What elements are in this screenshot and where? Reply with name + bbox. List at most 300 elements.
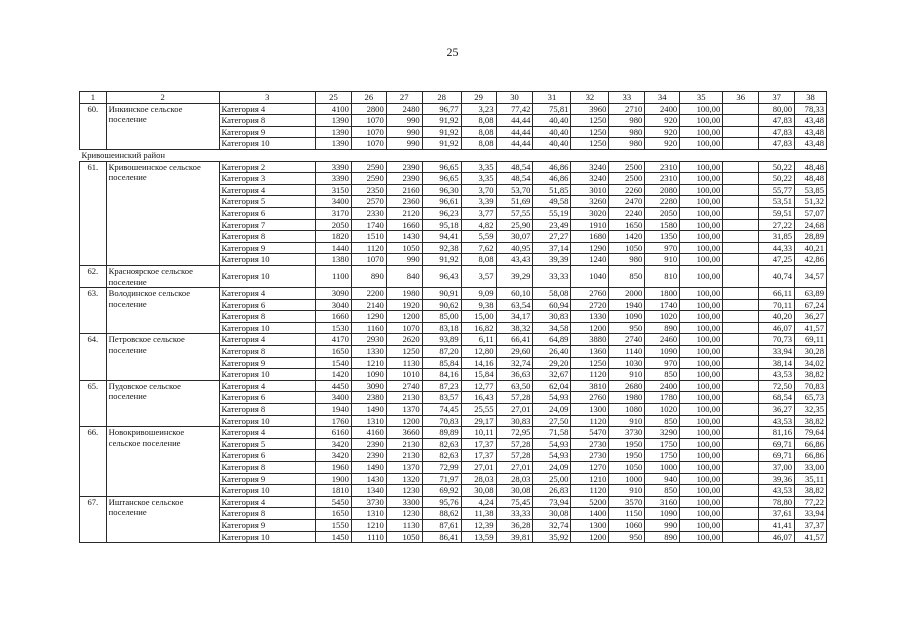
value-cell: 1350: [645, 231, 680, 243]
value-cell: 100,00: [680, 462, 723, 474]
value-cell: 53,51: [759, 196, 795, 208]
value-cell: 34,02: [795, 357, 827, 369]
settlement-name: Пудовское сельское поселение: [106, 380, 219, 426]
value-cell: 24,09: [533, 404, 571, 416]
value-cell: 51,32: [795, 196, 827, 208]
value-cell: 1160: [351, 322, 386, 334]
value-cell: 30,08: [533, 508, 571, 520]
value-cell: 920: [645, 126, 680, 138]
value-cell: 53,85: [795, 184, 827, 196]
value-cell: 30,28: [795, 346, 827, 358]
value-cell: 1580: [645, 219, 680, 231]
value-cell: 29,20: [533, 357, 571, 369]
settlement-name: Новокривошеинское сельское поселение: [106, 427, 219, 497]
value-cell: 1800: [645, 288, 680, 300]
value-cell: 100,00: [680, 254, 723, 266]
value-cell: 2500: [609, 173, 645, 185]
value-cell: [723, 496, 759, 508]
value-cell: 49,58: [533, 196, 571, 208]
value-cell: 100,00: [680, 438, 723, 450]
value-cell: 3400: [315, 392, 351, 404]
value-cell: 34,58: [533, 322, 571, 334]
value-cell: 70,73: [759, 334, 795, 346]
value-cell: 15,84: [461, 369, 496, 381]
value-cell: 29,17: [461, 415, 496, 427]
value-cell: 1110: [351, 531, 386, 543]
value-cell: 82,63: [422, 450, 461, 462]
value-cell: 100,00: [680, 392, 723, 404]
value-cell: 36,28: [496, 519, 533, 531]
table-row: [80, 288, 827, 300]
value-cell: 1380: [315, 254, 351, 266]
value-cell: 57,28: [496, 438, 533, 450]
value-cell: 850: [645, 415, 680, 427]
value-cell: 890: [645, 531, 680, 543]
value-cell: [723, 288, 759, 300]
header-cell: 28: [422, 92, 461, 104]
category-name: Категория 10: [219, 485, 315, 497]
value-cell: 1070: [386, 322, 422, 334]
value-cell: 33,94: [795, 508, 827, 520]
category-name: Категория 5: [219, 438, 315, 450]
value-cell: 1250: [571, 357, 609, 369]
category-name: Категория 8: [219, 462, 315, 474]
value-cell: 2460: [645, 334, 680, 346]
value-cell: 55,77: [759, 184, 795, 196]
value-cell: 3960: [571, 103, 609, 115]
value-cell: 100,00: [680, 415, 723, 427]
value-cell: 51,85: [533, 184, 571, 196]
value-cell: 100,00: [680, 231, 723, 243]
value-cell: 89,89: [422, 427, 461, 439]
value-cell: 47,25: [759, 254, 795, 266]
category-name: Категория 6: [219, 207, 315, 219]
value-cell: 1390: [315, 138, 351, 150]
value-cell: 1020: [645, 311, 680, 323]
value-cell: [723, 438, 759, 450]
value-cell: 91,92: [422, 126, 461, 138]
value-cell: 1200: [571, 531, 609, 543]
value-cell: [723, 173, 759, 185]
value-cell: 55,19: [533, 207, 571, 219]
value-cell: [723, 311, 759, 323]
value-cell: 2400: [645, 103, 680, 115]
value-cell: 3810: [571, 380, 609, 392]
value-cell: 87,23: [422, 380, 461, 392]
value-cell: [723, 184, 759, 196]
category-name: Категория 9: [219, 357, 315, 369]
header-cell: 32: [571, 92, 609, 104]
value-cell: 100,00: [680, 184, 723, 196]
value-cell: 3240: [571, 173, 609, 185]
value-cell: 42,86: [795, 254, 827, 266]
value-cell: 1090: [645, 508, 680, 520]
value-cell: 2720: [571, 299, 609, 311]
value-cell: 1660: [386, 219, 422, 231]
district-name: Кривошеинский район: [80, 149, 827, 161]
value-cell: 1250: [571, 138, 609, 150]
value-cell: 3,70: [461, 184, 496, 196]
value-cell: 24,09: [533, 462, 571, 474]
value-cell: 1200: [386, 415, 422, 427]
value-cell: 62,04: [533, 380, 571, 392]
value-cell: 3040: [315, 299, 351, 311]
value-cell: 72,95: [496, 427, 533, 439]
value-cell: 2130: [386, 392, 422, 404]
value-cell: 27,50: [533, 415, 571, 427]
value-cell: 33,33: [496, 508, 533, 520]
value-cell: 2260: [609, 184, 645, 196]
value-cell: 1070: [351, 126, 386, 138]
value-cell: 87,61: [422, 519, 461, 531]
value-cell: 3880: [571, 334, 609, 346]
value-cell: 1920: [386, 299, 422, 311]
value-cell: 54,93: [533, 450, 571, 462]
category-name: Категория 8: [219, 404, 315, 416]
value-cell: 2680: [609, 380, 645, 392]
value-cell: 1150: [609, 508, 645, 520]
value-cell: 46,07: [759, 531, 795, 543]
value-cell: 2390: [351, 438, 386, 450]
value-cell: 1130: [386, 357, 422, 369]
page-number: 25: [446, 45, 459, 59]
value-cell: 96,23: [422, 207, 461, 219]
category-name: Категория 4: [219, 288, 315, 300]
value-cell: [723, 242, 759, 254]
value-cell: 17,37: [461, 438, 496, 450]
value-cell: 66,41: [496, 334, 533, 346]
value-cell: 96,43: [422, 265, 461, 287]
value-cell: 60,94: [533, 299, 571, 311]
value-cell: 28,89: [795, 231, 827, 243]
value-cell: 30,08: [496, 485, 533, 497]
value-cell: 1650: [315, 346, 351, 358]
value-cell: 2050: [645, 207, 680, 219]
value-cell: 1100: [315, 265, 351, 287]
header-cell: 37: [759, 92, 795, 104]
value-cell: 3,35: [461, 161, 496, 173]
value-cell: 70,83: [795, 380, 827, 392]
value-cell: 47,83: [759, 115, 795, 127]
value-cell: 25,55: [461, 404, 496, 416]
row-number: 60.: [80, 103, 107, 149]
value-cell: 30,83: [533, 311, 571, 323]
value-cell: 1390: [315, 126, 351, 138]
value-cell: 1020: [645, 404, 680, 416]
value-cell: 35,92: [533, 531, 571, 543]
value-cell: 1140: [609, 346, 645, 358]
value-cell: 95,76: [422, 496, 461, 508]
value-cell: 2080: [645, 184, 680, 196]
value-cell: 100,00: [680, 531, 723, 543]
value-cell: 840: [386, 265, 422, 287]
value-cell: 1290: [351, 311, 386, 323]
value-cell: 1510: [351, 231, 386, 243]
value-cell: 1290: [571, 242, 609, 254]
value-cell: 1270: [571, 462, 609, 474]
value-cell: 85,84: [422, 357, 461, 369]
value-cell: 95,18: [422, 219, 461, 231]
value-cell: 950: [609, 322, 645, 334]
value-cell: 1490: [351, 462, 386, 474]
value-cell: 47,83: [759, 126, 795, 138]
value-cell: [723, 462, 759, 474]
value-cell: 1200: [386, 311, 422, 323]
value-cell: 1750: [645, 450, 680, 462]
value-cell: 2590: [351, 161, 386, 173]
value-cell: 2570: [351, 196, 386, 208]
value-cell: 100,00: [680, 126, 723, 138]
value-cell: 1000: [645, 462, 680, 474]
header-cell: 29: [461, 92, 496, 104]
value-cell: 1120: [571, 485, 609, 497]
value-cell: 66,11: [759, 288, 795, 300]
value-cell: 85,00: [422, 311, 461, 323]
value-cell: 8,08: [461, 254, 496, 266]
value-cell: 910: [645, 254, 680, 266]
value-cell: 39,81: [496, 531, 533, 543]
value-cell: 100,00: [680, 427, 723, 439]
value-cell: 100,00: [680, 450, 723, 462]
value-cell: 66,86: [795, 450, 827, 462]
value-cell: 1740: [645, 299, 680, 311]
category-name: Категория 6: [219, 450, 315, 462]
table-row: [80, 161, 827, 173]
value-cell: 3160: [645, 496, 680, 508]
value-cell: 2310: [645, 161, 680, 173]
value-cell: 1040: [571, 265, 609, 287]
value-cell: 41,57: [795, 531, 827, 543]
value-cell: 15,00: [461, 311, 496, 323]
category-name: Категория 8: [219, 311, 315, 323]
value-cell: 1010: [386, 369, 422, 381]
value-cell: 5200: [571, 496, 609, 508]
value-cell: 100,00: [680, 115, 723, 127]
value-cell: 100,00: [680, 346, 723, 358]
value-cell: [723, 219, 759, 231]
value-cell: 6160: [315, 427, 351, 439]
value-cell: 2470: [609, 196, 645, 208]
value-cell: 2760: [571, 392, 609, 404]
value-cell: 2480: [386, 103, 422, 115]
value-cell: 2390: [386, 161, 422, 173]
value-cell: 54,93: [533, 438, 571, 450]
value-cell: 3,57: [461, 265, 496, 287]
value-cell: 1420: [609, 231, 645, 243]
value-cell: 1400: [571, 508, 609, 520]
value-cell: 100,00: [680, 404, 723, 416]
value-cell: 1940: [609, 299, 645, 311]
category-name: Категория 10: [219, 531, 315, 543]
value-cell: 2390: [386, 173, 422, 185]
value-cell: 1250: [571, 115, 609, 127]
value-cell: 1780: [645, 392, 680, 404]
value-cell: 1230: [386, 508, 422, 520]
value-cell: 1660: [315, 311, 351, 323]
value-cell: 34,17: [496, 311, 533, 323]
category-name: Категория 4: [219, 334, 315, 346]
value-cell: 100,00: [680, 219, 723, 231]
value-cell: 83,57: [422, 392, 461, 404]
header-cell: 34: [645, 92, 680, 104]
value-cell: 43,53: [759, 485, 795, 497]
value-cell: 2730: [571, 450, 609, 462]
value-cell: 4100: [315, 103, 351, 115]
value-cell: 2350: [351, 184, 386, 196]
value-cell: 75,45: [496, 496, 533, 508]
value-cell: [723, 508, 759, 520]
value-cell: [723, 161, 759, 173]
value-cell: 980: [609, 138, 645, 150]
value-cell: 2310: [645, 173, 680, 185]
value-cell: 5,59: [461, 231, 496, 243]
value-cell: 3,35: [461, 173, 496, 185]
value-cell: 44,44: [496, 138, 533, 150]
value-cell: 71,97: [422, 473, 461, 485]
category-name: Категория 9: [219, 473, 315, 485]
value-cell: 2050: [315, 219, 351, 231]
value-cell: 100,00: [680, 357, 723, 369]
value-cell: 27,27: [533, 231, 571, 243]
value-cell: 1030: [609, 357, 645, 369]
value-cell: 32,35: [795, 404, 827, 416]
value-cell: 72,99: [422, 462, 461, 474]
value-cell: 17,37: [461, 450, 496, 462]
value-cell: 13,59: [461, 531, 496, 543]
value-cell: 1960: [315, 462, 351, 474]
district-row: [80, 149, 827, 161]
value-cell: 3420: [315, 450, 351, 462]
value-cell: 2500: [609, 161, 645, 173]
value-cell: 44,33: [759, 242, 795, 254]
category-name: Категория 10: [219, 369, 315, 381]
value-cell: 39,39: [533, 254, 571, 266]
value-cell: [723, 231, 759, 243]
value-cell: 24,68: [795, 219, 827, 231]
value-cell: 980: [609, 115, 645, 127]
value-cell: 1680: [571, 231, 609, 243]
value-cell: 100,00: [680, 473, 723, 485]
value-cell: 37,00: [759, 462, 795, 474]
value-cell: 100,00: [680, 288, 723, 300]
value-cell: 1060: [609, 519, 645, 531]
value-cell: [723, 519, 759, 531]
value-cell: 100,00: [680, 161, 723, 173]
value-cell: [723, 126, 759, 138]
value-cell: 63,54: [496, 299, 533, 311]
value-cell: 1070: [351, 115, 386, 127]
table-row: [80, 334, 827, 346]
header-cell: 38: [795, 92, 827, 104]
value-cell: 1810: [315, 485, 351, 497]
value-cell: 16,43: [461, 392, 496, 404]
category-name: Категория 4: [219, 496, 315, 508]
value-cell: 81,16: [759, 427, 795, 439]
value-cell: 1440: [315, 242, 351, 254]
value-cell: 980: [609, 126, 645, 138]
value-cell: 1330: [351, 346, 386, 358]
category-name: Категория 8: [219, 508, 315, 520]
value-cell: 3170: [315, 207, 351, 219]
value-cell: [723, 392, 759, 404]
value-cell: 1530: [315, 322, 351, 334]
value-cell: 910: [609, 415, 645, 427]
value-cell: 2130: [386, 438, 422, 450]
value-cell: 4450: [315, 380, 351, 392]
value-cell: 3,23: [461, 103, 496, 115]
value-cell: 16,82: [461, 322, 496, 334]
value-cell: 1360: [571, 346, 609, 358]
value-cell: 83,18: [422, 322, 461, 334]
value-cell: 1550: [315, 519, 351, 531]
value-cell: 2740: [386, 380, 422, 392]
value-cell: 29,60: [496, 346, 533, 358]
tariff-table: [79, 91, 827, 543]
value-cell: 4,24: [461, 496, 496, 508]
value-cell: 43,53: [759, 415, 795, 427]
value-cell: 100,00: [680, 265, 723, 287]
value-cell: 53,70: [496, 184, 533, 196]
value-cell: 1320: [386, 473, 422, 485]
value-cell: 94,41: [422, 231, 461, 243]
header-cell: 1: [80, 92, 107, 104]
value-cell: 1200: [571, 322, 609, 334]
value-cell: 2380: [351, 392, 386, 404]
settlement-name: Инкинское сельское поселение: [106, 103, 219, 149]
value-cell: 3390: [315, 173, 351, 185]
category-name: Категория 2: [219, 161, 315, 173]
value-cell: 32,74: [533, 519, 571, 531]
value-cell: 1210: [351, 519, 386, 531]
value-cell: 69,71: [759, 438, 795, 450]
value-cell: 2120: [386, 207, 422, 219]
value-cell: 70,11: [759, 299, 795, 311]
value-cell: 990: [386, 254, 422, 266]
value-cell: 48,54: [496, 161, 533, 173]
value-cell: 1210: [571, 473, 609, 485]
value-cell: 57,55: [496, 207, 533, 219]
value-cell: 1980: [386, 288, 422, 300]
value-cell: 100,00: [680, 242, 723, 254]
value-cell: 2760: [571, 288, 609, 300]
value-cell: 1300: [571, 519, 609, 531]
value-cell: 910: [609, 485, 645, 497]
value-cell: 100,00: [680, 311, 723, 323]
value-cell: 65,73: [795, 392, 827, 404]
value-cell: 37,61: [759, 508, 795, 520]
value-cell: 12,39: [461, 519, 496, 531]
value-cell: 75,81: [533, 103, 571, 115]
value-cell: 57,28: [496, 392, 533, 404]
value-cell: 1250: [571, 126, 609, 138]
value-cell: 1900: [315, 473, 351, 485]
value-cell: 68,54: [759, 392, 795, 404]
value-cell: [723, 404, 759, 416]
value-cell: 1540: [315, 357, 351, 369]
value-cell: 3090: [351, 380, 386, 392]
value-cell: 990: [386, 115, 422, 127]
settlement-name: Красноярское сельское поселение: [106, 265, 219, 287]
value-cell: 79,64: [795, 427, 827, 439]
value-cell: 100,00: [680, 173, 723, 185]
value-cell: 43,53: [759, 369, 795, 381]
value-cell: 1050: [609, 242, 645, 254]
value-cell: 920: [645, 115, 680, 127]
value-cell: 30,83: [496, 415, 533, 427]
value-cell: 1090: [351, 369, 386, 381]
value-cell: 2160: [386, 184, 422, 196]
value-cell: 3240: [571, 161, 609, 173]
